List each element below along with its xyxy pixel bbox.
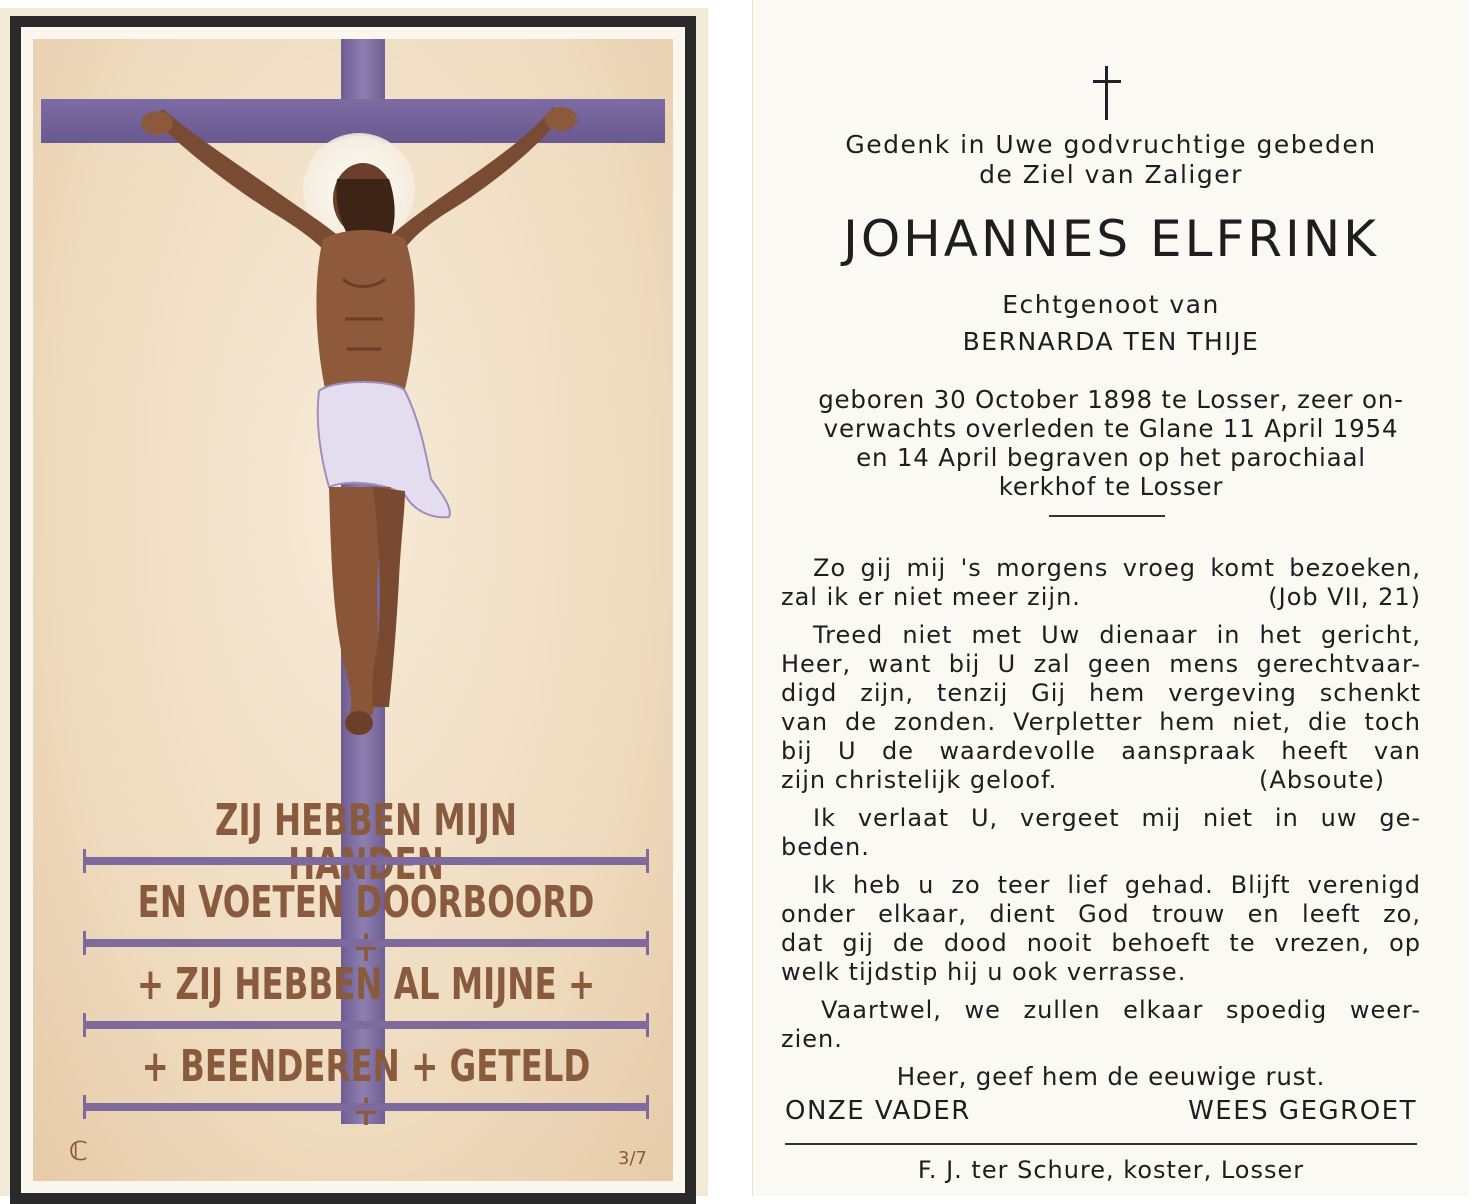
- card-series-number: 3/7: [618, 1148, 647, 1169]
- bio-line-2: verwachts overleden te Glane 11 April 1954: [823, 414, 1399, 443]
- bio-line-3: en 14 April begraven op het parochiaal: [856, 443, 1366, 472]
- prayer-names: [785, 1096, 1417, 1126]
- crucifix-illustration: [33, 39, 673, 1181]
- inscription-line-1: ZIJ HEBBEN MIJN: [214, 795, 518, 846]
- inscription-line-3: + ZIJ HEBBEN AL MIJNE +: [136, 959, 596, 1010]
- inscription-rule: [83, 939, 649, 947]
- verse-citation: (Job VII, 21): [1268, 583, 1421, 611]
- section-divider: [1049, 515, 1165, 517]
- prayer-our-father: ONZE VADER: [785, 1096, 971, 1126]
- love-line: dat gij de dood nooit behoeft te vrezen, op: [781, 929, 1421, 957]
- inscription-rule: [83, 857, 649, 865]
- crucifix-card: [0, 8, 708, 1196]
- crucifix-card-frame: [10, 16, 696, 1204]
- spouse-name: BERNARDA TEN THIJE: [962, 327, 1260, 356]
- verse-text: zal ik er niet meer zijn.: [781, 583, 1081, 611]
- psalm-inscription: [83, 795, 649, 1127]
- verse-last-line: [781, 583, 1421, 612]
- love-last-line: welk tijdstip hij u ook verrasse.: [781, 958, 1187, 986]
- absolution-last-line: [781, 766, 1421, 795]
- memorial-text-card: [752, 0, 1469, 1196]
- publisher-logo-icon: ℂ: [69, 1137, 89, 1167]
- goodbye-line: Vaartwel, we zullen elkaar spoedig weer-: [821, 996, 1421, 1024]
- absolution-line: digd zijn, tenzij Gij hem vergeving schenkt: [781, 679, 1421, 707]
- inscription-line-2: EN VOETEN DOORBOORD: [137, 877, 595, 928]
- closing-prayer: Heer, geef hem de eeuwige rust.: [896, 1062, 1326, 1091]
- love-line: onder elkaar, dient God trouw en leeft zo,: [781, 900, 1421, 928]
- farewell-line: Ik verlaat U, vergeet mij niet in uw ge-: [813, 804, 1421, 832]
- bio-line-4: kerkhof te Losser: [998, 472, 1224, 501]
- love-line: Ik heb u zo teer lief gehad. Blijft verenigd: [813, 871, 1421, 899]
- bottom-rule: [785, 1143, 1417, 1145]
- inscription-rule: [83, 1103, 649, 1111]
- absolution-line: Treed niet met Uw dienaar in het gericht,: [813, 621, 1421, 649]
- deceased-name: JOHANNES ELFRINK: [843, 210, 1379, 268]
- absolution-line: bij U de waardevolle aanspraak heeft van: [781, 737, 1421, 765]
- cross-icon: [1092, 66, 1122, 120]
- absolution-line: Heer, want bij U zal geen mens gerechtvaar-: [781, 650, 1421, 678]
- farewell-last-line: beden.: [781, 833, 870, 861]
- inscription-line-4: + BEENDEREN + GETELD: [141, 1041, 591, 1092]
- prayer-hail-mary: WEES GEGROET: [1188, 1096, 1417, 1126]
- spouse-label: Echtgenoot van: [1002, 290, 1220, 319]
- bio-line-1: geboren 30 October 1898 te Losser, zeer on-: [818, 385, 1404, 414]
- inscription-rule: [83, 1021, 649, 1029]
- intro-line-2: de Ziel van Zaliger: [979, 160, 1243, 189]
- intro-line-1: Gedenk in Uwe godvruchtige gebeden: [845, 130, 1377, 159]
- goodbye-last-line: zien.: [781, 1025, 843, 1053]
- absolution-text: zijn christelijk geloof.: [781, 766, 1058, 794]
- absolution-citation: (Absoute): [1259, 766, 1385, 794]
- absolution-line: van de zonden. Verpletter hem niet, die toch: [781, 708, 1421, 736]
- verse-line: Zo gij mij 's morgens vroeg komt bezoeken,: [813, 554, 1421, 582]
- printer-credit: F. J. ter Schure, koster, Losser: [917, 1156, 1305, 1184]
